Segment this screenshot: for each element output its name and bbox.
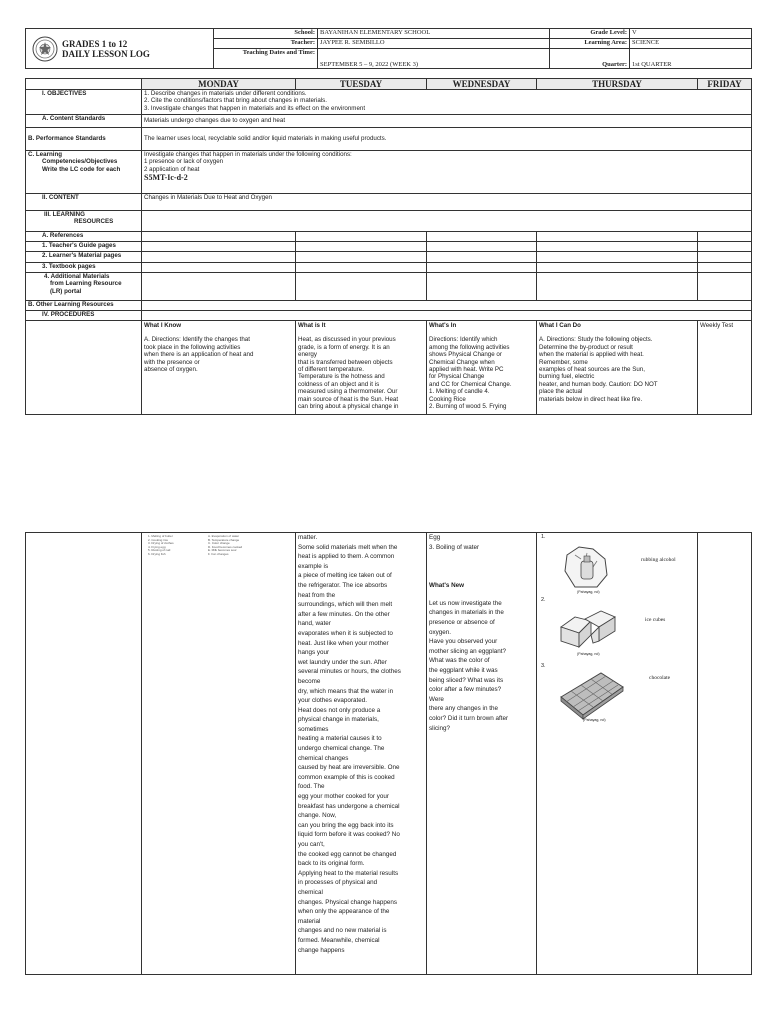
item-1-caption: (Pahayag, nd) bbox=[577, 590, 600, 594]
ref-thu bbox=[537, 232, 698, 242]
tuesday-continued-line: change happens bbox=[298, 946, 345, 954]
day-friday: FRIDAY bbox=[698, 79, 752, 90]
tuesday-continued-line: changes and no new material is bbox=[298, 927, 387, 935]
teacher-label: Teacher: bbox=[214, 39, 318, 49]
resources-cell bbox=[142, 211, 752, 232]
tuesday-continued-line: changes. Physical change happens bbox=[298, 898, 398, 906]
main-table bbox=[25, 78, 752, 415]
wednesday-line: applied with heat. Write PC bbox=[429, 366, 504, 374]
ice-cubes-icon bbox=[555, 605, 621, 653]
tuesday-continued-line: back to its original form. bbox=[298, 860, 365, 868]
content-standards-label: A. Content Standards bbox=[26, 115, 142, 128]
wednesday-continued-line: changes in materials in the bbox=[429, 609, 504, 617]
item-2-number: 2. bbox=[541, 597, 546, 603]
performance-standards-text: The learner uses local, recyclable solid and/or liquid materials in making useful products. bbox=[142, 128, 752, 151]
thursday-line: burning fuel, electric bbox=[539, 373, 595, 381]
day-wednesday: WEDNESDAY bbox=[427, 79, 537, 90]
tg-mon bbox=[142, 242, 296, 252]
list-b-item: F. Iron changes bbox=[208, 551, 229, 556]
tuesday-continued-line: your clothes evaporated. bbox=[298, 697, 367, 705]
competencies-label-line1: C. Learning bbox=[28, 151, 63, 158]
textbook-label: 3. Textbook pages bbox=[26, 263, 142, 273]
resources-label-line2: RESOURCES bbox=[74, 218, 114, 226]
tuesday-continued-line: sometimes bbox=[298, 725, 329, 733]
tuesday-continued-line: formed. Meanwhile, chemical bbox=[298, 936, 380, 944]
tuesday-continued-line: the cooked egg cannot be changed bbox=[298, 850, 397, 858]
competency-line-1: Investigate changes that happen in materials under the following conditions: bbox=[144, 151, 352, 158]
list-a-item: 1. Melting of butter bbox=[148, 534, 173, 538]
item-3-number: 3. bbox=[541, 663, 546, 669]
objectives-label: I. OBJECTIVES bbox=[26, 90, 142, 115]
tb-thu bbox=[537, 263, 698, 273]
content-standards-text: Materials undergo changes due to oxygen and heat bbox=[142, 115, 752, 128]
matching-lists bbox=[144, 535, 293, 557]
learners-material-label: 2. Learner's Material pages bbox=[26, 252, 142, 263]
tuesday-line: grade, is a form of energy. It is an bbox=[298, 343, 390, 351]
wednesday-continued-line: Let us now investigate the bbox=[429, 599, 502, 607]
dates-label: Teaching Dates and Time: bbox=[214, 49, 318, 69]
dates-value: SEPTEMBER 5 – 9, 2022 (WEEK 3) bbox=[318, 49, 550, 69]
tuesday-continued-line: change. Now, bbox=[298, 812, 337, 820]
list-b-item: B. Temperature change bbox=[208, 537, 240, 542]
list-b-item: E. Milk becomes sour bbox=[208, 548, 237, 553]
tuesday-continued-line: caused by heat are irreversible. One bbox=[298, 764, 400, 772]
wednesday-continued-line: mother slicing an eggplant? bbox=[429, 647, 507, 655]
heat-objects-figures bbox=[537, 533, 697, 733]
continuation-table bbox=[25, 532, 752, 975]
tg-tue bbox=[296, 242, 427, 252]
wednesday-continued bbox=[427, 533, 537, 975]
tuesday-what-is-it bbox=[296, 321, 427, 415]
quarter-value: 1st QUARTER bbox=[630, 49, 752, 69]
am-fri bbox=[698, 273, 752, 301]
list-a-item: 4. Frying egg bbox=[148, 544, 166, 549]
tuesday-continued-line: a piece of melting ice taken out of bbox=[298, 572, 392, 580]
competency-line-2: 1 presence or lack of oxygen bbox=[144, 158, 224, 166]
wednesday-continued-line: Were bbox=[429, 695, 444, 703]
competency-line-3: 2 application of heat bbox=[144, 165, 200, 173]
tuesday-line: that is transferred between objects bbox=[298, 358, 393, 366]
competencies-label-line3: Write the LC code for each bbox=[42, 165, 121, 173]
tuesday-continued-line: liquid form before it was cooked? No bbox=[298, 831, 400, 839]
tuesday-continued-line: heat. Just like when your mother bbox=[298, 639, 389, 647]
lm-tue bbox=[296, 252, 427, 263]
tb-fri bbox=[698, 263, 752, 273]
am-tue bbox=[296, 273, 427, 301]
competencies-label bbox=[26, 151, 142, 194]
tuesday-continued-line: become bbox=[298, 677, 321, 685]
list-a-item: 2. Cooking rice bbox=[148, 537, 169, 542]
item-2-caption: (Pahayag, nd) bbox=[577, 652, 600, 656]
tuesday-title: What is It bbox=[298, 322, 326, 329]
area-value: SCIENCE bbox=[630, 39, 752, 49]
tuesday-continued-line: Heat does not only produce a bbox=[298, 706, 381, 714]
quarter-label: Quarter: bbox=[550, 49, 630, 69]
wednesday-top-line: Egg bbox=[429, 534, 441, 541]
tuesday-continued-line: heating a material causes it to bbox=[298, 735, 382, 743]
logo-title-cell bbox=[26, 29, 214, 69]
monday-what-i-know bbox=[142, 321, 296, 415]
lm-thu bbox=[537, 252, 698, 263]
tuesday-line: can bring about a physical change in bbox=[298, 403, 399, 411]
competency-code: S5MT-Ic-d-2 bbox=[144, 173, 188, 183]
wednesday-title: What's In bbox=[429, 322, 457, 329]
wednesday-continued-line: being sliced? What was its bbox=[429, 676, 504, 684]
tb-mon bbox=[142, 263, 296, 273]
wednesday-line: Directions: Identify which bbox=[429, 336, 498, 344]
additional-materials-line1: 4. Additional Materials bbox=[44, 273, 110, 280]
objective-1: 1. Describe changes in materials under different conditions. bbox=[144, 90, 307, 97]
wednesday-line: 1. Melting of candle 4. bbox=[429, 388, 490, 396]
friday-continued bbox=[698, 533, 752, 975]
corner-cell bbox=[26, 79, 142, 90]
ref-tue bbox=[296, 232, 427, 242]
tuesday-continued-lines bbox=[298, 533, 424, 955]
day-thursday: THURSDAY bbox=[537, 79, 698, 90]
wednesday-whats-in bbox=[427, 321, 537, 415]
am-thu bbox=[537, 273, 698, 301]
tuesday-continued-line: food. The bbox=[298, 783, 325, 791]
tuesday-continued-line: several minutes or hours, the clothes bbox=[298, 668, 401, 676]
other-resources-label: B. Other Learning Resources bbox=[26, 301, 142, 311]
form-title-line1: GRADES 1 to 12 bbox=[62, 38, 128, 49]
wednesday-continued-line: presence or absence of bbox=[429, 618, 495, 626]
tuesday-continued-line: Applying heat to the material results bbox=[298, 869, 399, 877]
grade-label: Grade Level: bbox=[550, 29, 630, 39]
wednesday-continued-line: oxygen. bbox=[429, 628, 452, 636]
thursday-title: What I Can Do bbox=[539, 322, 581, 329]
wednesday-continued-line: slicing? bbox=[429, 724, 450, 732]
day-monday: MONDAY bbox=[142, 79, 296, 90]
tg-fri bbox=[698, 242, 752, 252]
thursday-what-i-can-do bbox=[537, 321, 698, 415]
wednesday-continued-line: color? Did it turn brown after bbox=[429, 714, 509, 722]
tuesday-line: measured using a thermometer. Our bbox=[298, 388, 398, 396]
lesson-log-page-1 bbox=[25, 28, 751, 415]
item-1-number: 1. bbox=[541, 534, 546, 540]
monday-line: absence of oxygen. bbox=[144, 366, 198, 374]
lm-wed bbox=[427, 252, 537, 263]
tuesday-continued-line: after a few minutes. On the other bbox=[298, 610, 390, 618]
tuesday-continued-line: when only the appearance of the bbox=[298, 908, 390, 916]
tuesday-continued-line: breakfast has undergone a chemical bbox=[298, 802, 400, 810]
list-b-item: C. Color change bbox=[208, 541, 230, 546]
thursday-continued bbox=[537, 533, 698, 975]
continuation-empty-cell bbox=[26, 533, 142, 975]
thursday-line: when the material is applied with heat. bbox=[539, 351, 644, 359]
monday-continued bbox=[142, 533, 296, 975]
monday-line: took place in the following activities bbox=[144, 343, 241, 351]
wednesday-continued-line: What was the color of bbox=[429, 657, 490, 665]
item-2-label: ice cubes bbox=[645, 617, 666, 623]
tuesday-line: of different temperature. bbox=[298, 366, 364, 374]
tg-wed bbox=[427, 242, 537, 252]
am-wed bbox=[427, 273, 537, 301]
wednesday-line: for Physical Change bbox=[429, 373, 485, 381]
list-b-item: D. Food becomes cooked bbox=[208, 544, 243, 549]
tuesday-continued-line: you can't, bbox=[298, 841, 325, 848]
tuesday-continued-line: matter. bbox=[298, 534, 318, 541]
list-b-item: A. Evaporation of water bbox=[208, 534, 240, 538]
additional-materials-line3: (LR) portal bbox=[50, 287, 82, 295]
content-text: Changes in Materials Due to Heat and Oxygen bbox=[142, 194, 752, 211]
resources-label bbox=[26, 211, 142, 232]
objectives-text bbox=[142, 90, 752, 115]
list-a-item: 3. Drying of clothes bbox=[148, 541, 174, 546]
tuesday-continued-line: in processes of physical and bbox=[298, 879, 378, 887]
tuesday-continued-line: heat is applied to them. A common bbox=[298, 553, 395, 561]
other-resources-cell bbox=[142, 301, 752, 311]
procedures-cell bbox=[142, 311, 752, 321]
item-1-label: rubbing alcohol bbox=[641, 557, 676, 563]
friday-weekly-test: Weekly Test bbox=[698, 321, 752, 415]
ref-mon bbox=[142, 232, 296, 242]
wednesday-continued-line: color after a few minutes? bbox=[429, 686, 502, 694]
tuesday-continued-line: chemical changes bbox=[298, 754, 349, 762]
tuesday-continued bbox=[296, 533, 427, 975]
wednesday-line: shows Physical Change or bbox=[429, 351, 502, 359]
tuesday-continued-line: heat from the bbox=[298, 591, 336, 599]
list-a-item: 5. Rusting of nail bbox=[148, 548, 171, 553]
tuesday-continued-line: material bbox=[298, 917, 321, 925]
tuesday-continued-line: dry, which means that the water in bbox=[298, 687, 394, 695]
resources-label-line1: III. LEARNING bbox=[44, 211, 85, 218]
tuesday-line: energy bbox=[298, 351, 317, 359]
lm-mon bbox=[142, 252, 296, 263]
tuesday-continued-line: wet laundry under the sun. After bbox=[298, 658, 387, 666]
objective-2: 2. Cite the conditions/factors that bring about changes in materials. bbox=[144, 97, 327, 105]
objective-3: 3. Investigate changes that happen in materials and its effect on the environment bbox=[144, 104, 366, 112]
teacher-value: JAYPEE R. SEMBILLO bbox=[318, 39, 550, 49]
teachers-guide-label: 1. Teacher's Guide pages bbox=[26, 242, 142, 252]
monday-line: A. Directions: Identify the changes that bbox=[144, 336, 250, 344]
tuesday-line: coldness of an object and it is bbox=[298, 380, 380, 388]
references-label: A. References bbox=[26, 232, 142, 242]
item-3-caption: (Pahayag, nd) bbox=[583, 718, 606, 722]
tuesday-continued-line: undergo chemical change. The bbox=[298, 745, 385, 753]
competencies-label-line2: Competencies/Objectives bbox=[42, 158, 118, 166]
procedures-label: IV. PROCEDURES bbox=[26, 311, 142, 321]
tuesday-line: Temperature is the hotness and bbox=[298, 373, 385, 381]
tuesday-continued-line: chemical bbox=[298, 888, 323, 896]
wednesday-continued-line: Have you observed your bbox=[429, 638, 498, 646]
wednesday-line: 2. Burning of wood 5. Frying bbox=[429, 403, 507, 411]
ref-fri bbox=[698, 232, 752, 242]
tuesday-continued-line: evaporates when it is subjected to bbox=[298, 629, 393, 637]
list-a-item: 6. Drying fish bbox=[148, 551, 166, 556]
form-title-line2: DAILY LESSON LOG bbox=[62, 48, 150, 59]
whats-new-title: What's New bbox=[429, 582, 465, 590]
wednesday-line: Cooking Rice bbox=[429, 395, 466, 403]
procedures-empty-cell bbox=[26, 321, 142, 415]
tuesday-continued-line: physical change in materials, bbox=[298, 716, 379, 724]
area-label: Learning Area: bbox=[550, 39, 630, 49]
tuesday-continued-line: hand, water bbox=[298, 620, 331, 628]
wednesday-continued-line: the eggplant while it was bbox=[429, 666, 498, 674]
header-table bbox=[25, 28, 752, 69]
chocolate-bar-icon bbox=[557, 667, 627, 723]
grade-value: V bbox=[630, 29, 752, 39]
wednesday-line: Chemical Change when bbox=[429, 358, 495, 366]
monday-title: What I Know bbox=[144, 322, 182, 329]
thursday-line: place the actual bbox=[539, 388, 583, 396]
monday-line: with the presence or bbox=[144, 358, 200, 366]
additional-materials-label bbox=[26, 273, 142, 301]
wednesday-continued-line: there any changes in the bbox=[429, 705, 498, 713]
tuesday-line: main source of heat is the Sun. Heat bbox=[298, 395, 399, 403]
competencies-text bbox=[142, 151, 752, 194]
school-label: School: bbox=[214, 29, 318, 39]
wednesday-continued-lines bbox=[429, 599, 534, 733]
am-mon bbox=[142, 273, 296, 301]
lm-fri bbox=[698, 252, 752, 263]
thursday-line: heater, and human body. Caution: DO NOT bbox=[539, 380, 658, 388]
rubbing-alcohol-bottle-icon bbox=[557, 541, 615, 593]
item-3-label: chocolate bbox=[649, 675, 671, 681]
thursday-line: materials below in direct heat like fire. bbox=[539, 395, 643, 403]
performance-standards-label: B. Performance Standards bbox=[26, 128, 142, 151]
tuesday-line: Heat, as discussed in your previous bbox=[298, 336, 396, 344]
tg-thu bbox=[537, 242, 698, 252]
thursday-line: Determine the by-product or result bbox=[539, 343, 633, 351]
lesson-log-page-2 bbox=[25, 532, 751, 975]
wednesday-top-line: 3. Boiling of water bbox=[429, 543, 480, 551]
tuesday-continued-line: can you bring the egg back into its bbox=[298, 821, 394, 829]
wednesday-line: among the following activities bbox=[429, 343, 510, 351]
matching-list-a bbox=[148, 535, 204, 557]
wednesday-line: and CC for Chemical Change. bbox=[429, 380, 512, 388]
thursday-line: A. Directions: Study the following objects. bbox=[539, 336, 653, 344]
monday-line: when there is an application of heat and bbox=[144, 351, 254, 359]
tuesday-continued-line: egg your mother cooked for your bbox=[298, 793, 390, 801]
tuesday-continued-line: example is bbox=[298, 562, 329, 570]
school-value: BAYANIHAN ELEMENTARY SCHOOL bbox=[318, 29, 550, 39]
ref-wed bbox=[427, 232, 537, 242]
matching-list-b bbox=[208, 535, 268, 557]
content-label: II. CONTENT bbox=[26, 194, 142, 211]
tuesday-continued-line: surroundings, which will then melt bbox=[298, 601, 393, 609]
tuesday-continued-line: common example of this is cooked bbox=[298, 773, 395, 781]
tb-tue bbox=[296, 263, 427, 273]
thursday-line: examples of heat sources are the Sun, bbox=[539, 366, 645, 374]
thursday-line: Remember, some bbox=[539, 358, 588, 366]
day-tuesday: TUESDAY bbox=[296, 79, 427, 90]
additional-materials-line2: from Learning Resource bbox=[50, 280, 122, 288]
tb-wed bbox=[427, 263, 537, 273]
deped-seal-icon bbox=[32, 36, 58, 62]
tuesday-continued-line: Some solid materials melt when the bbox=[298, 543, 398, 551]
tuesday-continued-line: hangs your bbox=[298, 649, 330, 657]
tuesday-continued-line: the refrigerator. The ice absorbs bbox=[298, 581, 388, 589]
